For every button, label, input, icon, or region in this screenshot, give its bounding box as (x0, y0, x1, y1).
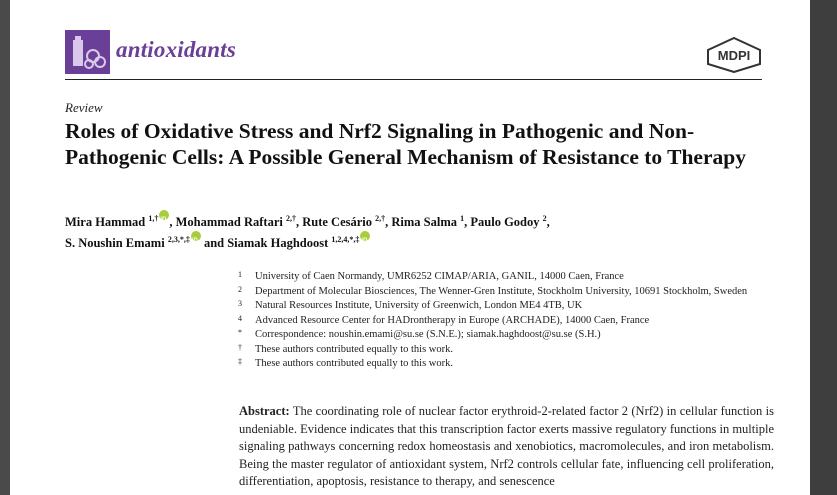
affiliation-item (235, 357, 765, 372)
author-affiliation-marks: 1,2,4,*,‡ (331, 235, 360, 245)
affiliations (235, 270, 765, 372)
author-name[interactable]: Mohammad Raftari (175, 215, 286, 230)
journal-name: antioxidants (116, 37, 236, 62)
orcid-icon[interactable] (360, 231, 370, 241)
affiliation-mark: 2 (238, 284, 242, 294)
article-type: Review (65, 100, 103, 115)
author-name[interactable]: Mira Hammad (65, 215, 149, 230)
article-title: Roles of Oxidative Stress and Nrf2 Signaling in Pathogenic and Non-Pathogenic Cells: A Possible General Mechanism of Resistance to Therapy (65, 119, 746, 169)
author-name[interactable]: Paulo Godoy (470, 215, 543, 230)
affiliation-mark: * (238, 328, 242, 337)
publisher-name: MDPI (717, 48, 751, 63)
abstract-text: The coordinating role of nuclear factor erythroid-2-related factor 2 (Nrf2) in cellular function is undeniable. Evidence indicates that this transcription factor exerts massive regulatory functions in multiple signaling pathways concerning redox homeostasis and xenobiotics, macromolecules, and iron metabolism. Being the master regulator of antioxidant system, Nrf2 controls cellular fate, influencing cell proliferation, differentiation, apoptosis, resistance to therapy, and senescence (239, 404, 774, 488)
affiliation-mark: † (238, 342, 242, 352)
author-affiliation-marks: 2,† (285, 214, 296, 223)
viewer-margin (810, 0, 837, 495)
affiliation-mark: ‡ (238, 357, 242, 366)
affiliation-text: Advanced Resource Center for HADrontherapy in Europe (ARCHADE), 14000 Caen, France (255, 314, 650, 326)
affiliation-text: Department of Molecular Biosciences, The Wenner-Gren Institute, Stockholm University, 10691 Stockholm, Sweden (255, 285, 748, 297)
author-affiliation-marks: 2 (542, 214, 547, 223)
author-name[interactable]: Rima Salma (391, 215, 461, 230)
affiliation-mark: 1 (238, 270, 242, 279)
author-separator: , (295, 215, 303, 230)
author-name[interactable]: S. Noushin Emami (65, 236, 168, 251)
author-affiliation-marks: 2,† (375, 214, 386, 223)
author-separator: and (200, 236, 228, 251)
orcid-icon[interactable] (159, 210, 169, 220)
author-name[interactable]: Rute Cesário (302, 215, 376, 230)
header-divider (65, 79, 762, 80)
pdf-page (10, 0, 810, 495)
affiliation-text: University of Caen Normandy, UMR6252 CIMAP/ARIA, GANIL, 14000 Caen, France (255, 271, 624, 282)
journal-logo-icon (65, 30, 110, 74)
author-name[interactable]: Siamak Haghdoost (227, 236, 332, 251)
affiliation-item (235, 343, 765, 358)
author-separator: , (385, 215, 392, 230)
affiliation-text: These authors contributed equally to this work. (255, 343, 453, 355)
author-affiliation-marks: 1,† (148, 214, 159, 223)
affiliation-item (235, 328, 765, 343)
affiliation-item (235, 270, 765, 285)
affiliation-mark: 4 (238, 313, 242, 323)
author-separator: , (546, 215, 550, 230)
affiliation-mark: 3 (238, 299, 242, 308)
author-separator: , (169, 215, 176, 230)
mdpi-logo-icon (706, 37, 762, 73)
orcid-icon[interactable] (191, 231, 201, 241)
affiliation-item (235, 285, 765, 300)
abstract (239, 403, 774, 491)
affiliation-text: Natural Resources Institute, University of Greenwich, London ME4 4TB, UK (255, 300, 583, 311)
affiliation-text: Correspondence: noushin.emami@su.se (S.N.E.); siamak.haghdoost@su.se (S.H.) (255, 329, 601, 340)
author-separator: , (464, 215, 471, 230)
author-list (65, 210, 765, 252)
affiliation-item (235, 299, 765, 314)
author-affiliation-marks: 2,3,*,‡ (167, 235, 190, 245)
author-affiliation-marks: 1 (460, 214, 465, 223)
affiliation-text: These authors contributed equally to this work. (255, 358, 453, 369)
affiliation-item (235, 314, 765, 329)
abstract-label: Abstract: (239, 404, 290, 418)
